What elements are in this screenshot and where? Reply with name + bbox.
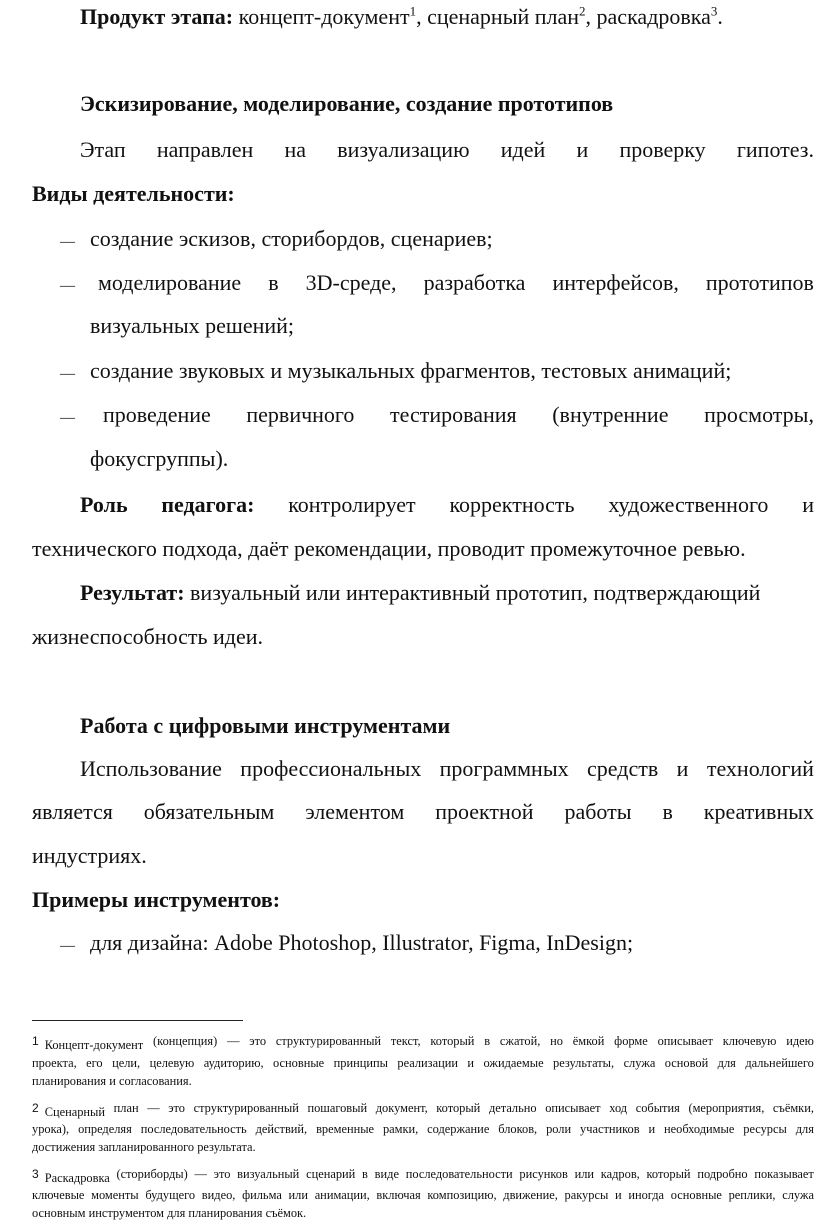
fn-word: подробно xyxy=(697,1167,748,1181)
fn-word: содержание xyxy=(427,1122,490,1136)
fn-word: съёмки, xyxy=(772,1101,814,1115)
fn-word: цели, xyxy=(112,1056,141,1070)
list-dash: — xyxy=(60,938,75,954)
fn-word: служа xyxy=(623,1056,656,1070)
result-label: Результат: xyxy=(80,580,185,605)
fn-word: целевую xyxy=(149,1056,195,1070)
role-paragraph-line xyxy=(80,492,814,518)
fn-word: сценарий xyxy=(306,1167,356,1181)
fn-word: действий, xyxy=(255,1122,308,1136)
fn-word: ход xyxy=(609,1101,628,1115)
fn-word: Раскадровка xyxy=(44,1171,110,1185)
list-item-continuation: визуальных решений; xyxy=(90,313,295,338)
fn-word: или xyxy=(574,1167,595,1181)
list-dash: — xyxy=(60,366,75,382)
fn-word: который xyxy=(646,1167,691,1181)
fn-word: временные xyxy=(316,1122,375,1136)
fn-word: (концепция) xyxy=(153,1034,218,1048)
fn-word: ракурсы xyxy=(564,1188,609,1202)
fn-word: служа xyxy=(782,1188,814,1202)
fn-word: моменты xyxy=(91,1188,139,1202)
role-paragraph-line-2: технического подхода, даёт рекомендации, проводит промежуточное ревью. xyxy=(32,536,746,561)
list-word: проведение xyxy=(103,402,211,427)
activities-label: Виды деятельности: xyxy=(32,181,235,206)
section2-paragraph-line xyxy=(32,799,814,825)
fn-word: структурированный xyxy=(275,1034,382,1048)
section1-intro xyxy=(80,137,814,163)
footnote-line xyxy=(32,1032,814,1054)
stage-product-text-2: , сценарный план xyxy=(416,4,580,29)
intro-word: Этап xyxy=(80,137,126,162)
stage-product-end: . xyxy=(717,4,723,29)
fn-word: его xyxy=(86,1056,103,1070)
fn-word: последовательности xyxy=(405,1167,513,1181)
fn-word: и xyxy=(614,1188,622,1202)
fn-word: результаты, xyxy=(553,1056,615,1070)
fn-word: ресурсы xyxy=(743,1122,787,1136)
fn-word: определяя xyxy=(78,1122,132,1136)
fn-word: и xyxy=(648,1122,656,1136)
para-word: обязательным xyxy=(143,799,275,824)
role-word: художественного xyxy=(608,492,769,517)
fn-word: для xyxy=(795,1122,814,1136)
fn-word: основные xyxy=(670,1188,722,1202)
list-item: для дизайна: Adobe Photoshop, Illustrator, Figma, InDesign; xyxy=(90,930,634,955)
fn-word: аудиторию, xyxy=(203,1056,264,1070)
fn-word: план xyxy=(113,1101,139,1115)
list-word: просмотры, xyxy=(704,402,814,427)
role-label-word: Роль xyxy=(80,492,128,517)
fn-word: роли xyxy=(546,1122,572,1136)
stage-product-text-1: концепт-документ xyxy=(233,4,410,29)
fn-word: ожидаемые xyxy=(483,1056,544,1070)
para-word: элементом xyxy=(305,799,405,824)
fn-word: структурированный xyxy=(193,1101,299,1115)
footnote-ref-2[interactable]: 2 xyxy=(579,3,586,19)
fn-word: в xyxy=(362,1167,368,1181)
fn-word: ёмкой xyxy=(572,1034,605,1048)
para-word: является xyxy=(32,799,113,824)
list-word: первичного xyxy=(246,402,355,427)
section2-paragraph-line-3: индустриях. xyxy=(32,843,147,868)
fn-word: рисунков xyxy=(519,1167,568,1181)
fn-word: необходимые xyxy=(664,1122,735,1136)
para-word: и xyxy=(676,756,689,781)
fn-word: Концепт-документ xyxy=(44,1038,144,1052)
list-word: тестирования xyxy=(390,402,517,427)
para-word: Использование xyxy=(80,756,222,781)
list-word: прототипов xyxy=(705,270,814,295)
intro-word: гипотез. xyxy=(736,137,814,162)
fn-word: (мероприятия, xyxy=(688,1101,765,1115)
fn-word: для xyxy=(717,1056,736,1070)
fn-word: или xyxy=(288,1188,308,1202)
section2-paragraph-line xyxy=(80,756,814,782)
para-word: креативных xyxy=(703,799,814,824)
para-word: работы xyxy=(564,799,632,824)
list-word: в xyxy=(268,270,279,295)
fn-word: будущего xyxy=(145,1188,196,1202)
fn-word: пошаговый xyxy=(307,1101,368,1115)
para-word: профессиональных xyxy=(240,756,422,781)
footnote-ref-1[interactable]: 1 xyxy=(409,3,417,19)
list-item xyxy=(103,402,814,428)
list-dash: — xyxy=(60,278,75,294)
footnote-line: достижения запланированного результата. xyxy=(32,1140,256,1154)
fn-word: сжатой, xyxy=(499,1034,541,1048)
list-dash: — xyxy=(60,410,75,426)
result-paragraph-line xyxy=(80,580,760,606)
fn-word: описывает xyxy=(657,1034,713,1048)
fn-word: дальнейшего xyxy=(745,1056,814,1070)
fn-word: виде xyxy=(374,1167,399,1181)
intro-word: и xyxy=(576,137,589,162)
fn-word: детально xyxy=(488,1101,537,1115)
list-item xyxy=(98,270,814,296)
fn-word: участников xyxy=(580,1122,640,1136)
fn-word: показывает xyxy=(754,1167,814,1181)
footnote-line xyxy=(32,1165,814,1187)
footnote-line xyxy=(32,1099,814,1121)
fn-word: включая xyxy=(376,1188,421,1202)
list-word: (внутренние xyxy=(552,402,669,427)
fn-word: который xyxy=(436,1101,481,1115)
list-word: разработка xyxy=(423,270,526,295)
fn-word: урока), xyxy=(32,1122,70,1136)
section-heading-prototyping: Эскизирование, моделирование, создание прототипов xyxy=(80,91,614,116)
role-label-word: педагога: xyxy=(161,492,255,517)
result-text: визуальный или интерактивный прототип, подтверждающий xyxy=(184,580,761,605)
fn-word: ключевые xyxy=(32,1188,85,1202)
fn-word: ключевую xyxy=(722,1034,777,1048)
result-paragraph-line-2: жизнеспособность идеи. xyxy=(32,624,264,649)
stage-product-line xyxy=(80,4,723,30)
list-word: моделирование xyxy=(98,270,242,295)
fn-word: текст, xyxy=(390,1034,421,1048)
footnote-number: 1 xyxy=(32,1034,39,1048)
para-word: технологий xyxy=(706,756,814,781)
fn-word: это xyxy=(168,1101,185,1115)
fn-word: движение, xyxy=(503,1188,558,1202)
footnote-line: планирования и согласования. xyxy=(32,1074,192,1088)
footnote-line xyxy=(32,1054,814,1072)
role-word: контролирует xyxy=(288,492,416,517)
fn-word: блоков, xyxy=(498,1122,538,1136)
fn-word: основой xyxy=(664,1056,709,1070)
para-word: проектной xyxy=(435,799,534,824)
footnote-number: 2 xyxy=(32,1101,39,1115)
fn-word: видео, xyxy=(201,1188,236,1202)
intro-word: визуализацию xyxy=(337,137,470,162)
intro-word: идей xyxy=(500,137,546,162)
stage-product-label: Продукт этапа: xyxy=(80,4,234,29)
fn-word: иногда xyxy=(628,1188,665,1202)
fn-word: который xyxy=(430,1034,475,1048)
list-word: 3D-среде, xyxy=(305,270,397,295)
fn-word: описывает xyxy=(545,1101,601,1115)
fn-word: последовательность xyxy=(140,1122,247,1136)
fn-word: идею xyxy=(786,1034,814,1048)
fn-word: анимации, xyxy=(314,1188,370,1202)
section-heading-digital-tools: Работа с цифровыми инструментами xyxy=(80,713,451,738)
examples-label: Примеры инструментов: xyxy=(32,887,281,912)
intro-word: направлен xyxy=(156,137,254,162)
footnote-line: основным инструментом для планирования съёмок. xyxy=(32,1206,307,1220)
para-word: в xyxy=(662,799,673,824)
list-item-continuation: фокусгруппы). xyxy=(90,446,229,471)
fn-word: фильма xyxy=(242,1188,282,1202)
role-word: корректность xyxy=(449,492,575,517)
para-word: программных xyxy=(439,756,569,781)
stage-product-text-3: , раскадровка xyxy=(585,4,711,29)
fn-word: (сториборды) xyxy=(116,1167,188,1181)
intro-word: на xyxy=(284,137,307,162)
fn-word: реализации xyxy=(397,1056,458,1070)
fn-word: в xyxy=(484,1034,491,1048)
footnote-line xyxy=(32,1186,814,1204)
list-dash: — xyxy=(60,234,75,250)
fn-word: — xyxy=(194,1167,207,1181)
fn-word: проекта, xyxy=(32,1056,77,1070)
fn-word: Сценарный xyxy=(44,1105,105,1119)
fn-word: это xyxy=(249,1034,267,1048)
fn-word: реплики, xyxy=(728,1188,776,1202)
intro-word: проверку xyxy=(619,137,706,162)
fn-word: принципы xyxy=(333,1056,388,1070)
footnote-separator xyxy=(32,1020,243,1021)
footnote-line xyxy=(32,1120,814,1138)
fn-word: кадров, xyxy=(600,1167,640,1181)
fn-word: — xyxy=(227,1034,240,1048)
footnote-number: 3 xyxy=(32,1167,39,1181)
para-word: средств xyxy=(587,756,659,781)
list-item: создание звуковых и музыкальных фрагментов, тестовых анимаций; xyxy=(90,358,732,383)
list-word: интерфейсов, xyxy=(552,270,679,295)
fn-word: рамки, xyxy=(382,1122,419,1136)
fn-word: визуальный xyxy=(237,1167,300,1181)
fn-word: форме xyxy=(614,1034,648,1048)
role-word: и xyxy=(802,492,814,517)
fn-word: и xyxy=(467,1056,475,1070)
fn-word: — xyxy=(147,1101,160,1115)
footnote-ref-3[interactable]: 3 xyxy=(710,3,718,19)
fn-word: композицию, xyxy=(427,1188,497,1202)
fn-word: основные xyxy=(273,1056,325,1070)
fn-word: это xyxy=(213,1167,231,1181)
fn-word: события xyxy=(635,1101,680,1115)
fn-word: документ, xyxy=(375,1101,428,1115)
fn-word: но xyxy=(550,1034,563,1048)
list-item: создание эскизов, сторибордов, сценариев; xyxy=(90,226,493,251)
